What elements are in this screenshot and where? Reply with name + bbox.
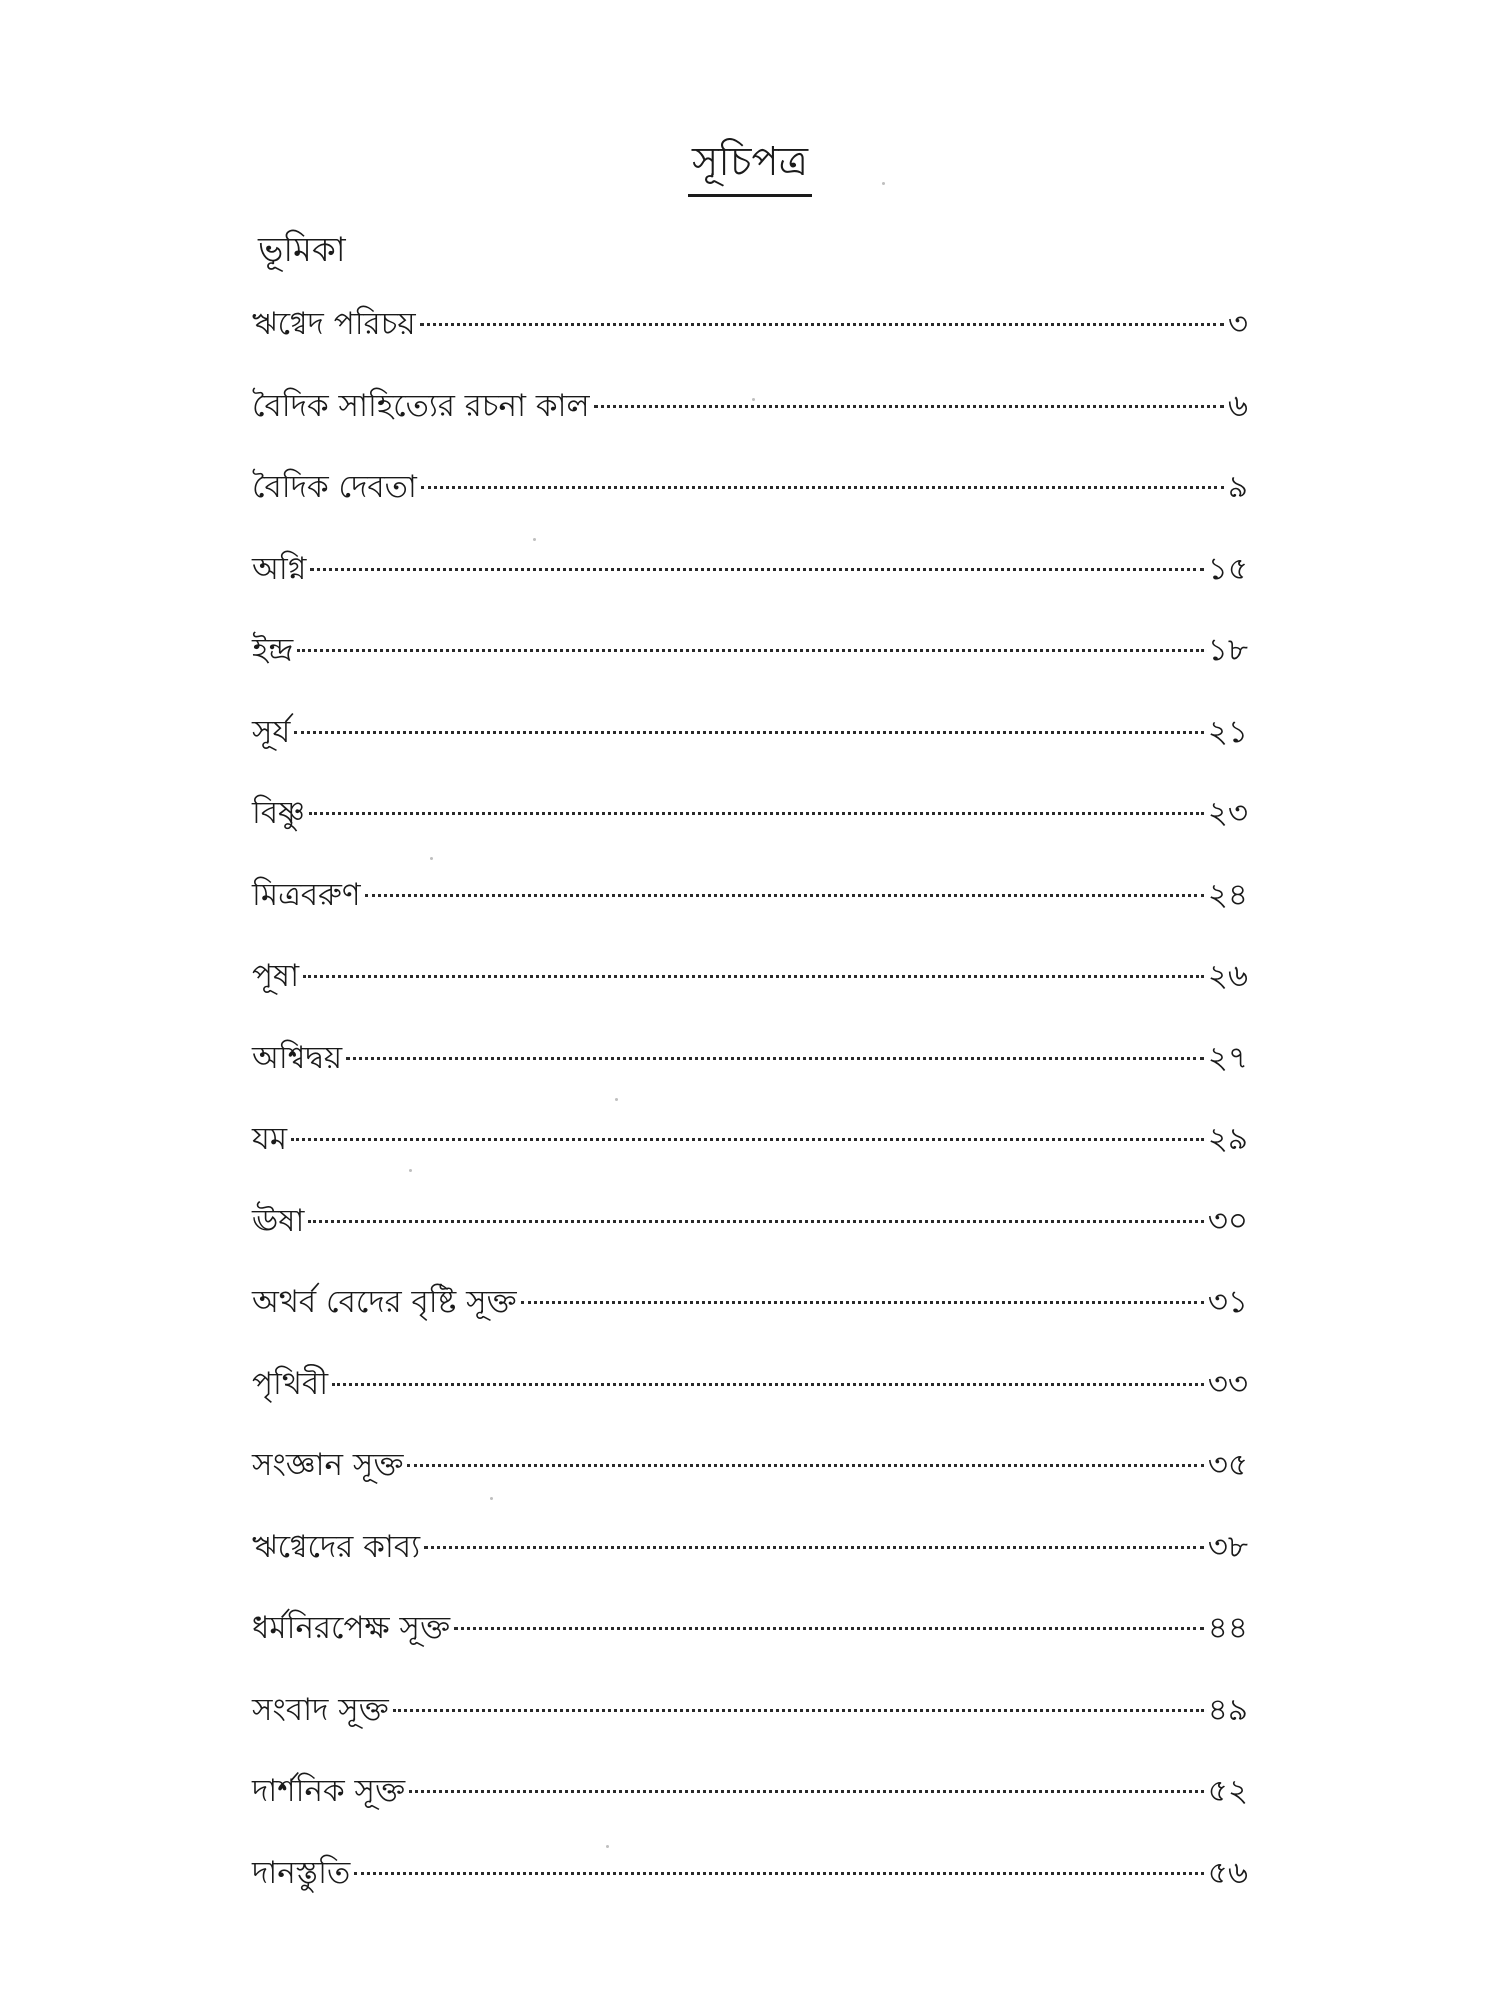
toc-entry-page-number: ৫৬: [1207, 1854, 1248, 1891]
toc-entry-page-number: ৩০: [1207, 1202, 1248, 1239]
dot-leader: [409, 1790, 1204, 1793]
toc-entry: [252, 871, 1248, 953]
dot-leader: [291, 1138, 1204, 1141]
toc-entry: [252, 1767, 1248, 1849]
toc-entry-page-number: ৪৪: [1207, 1610, 1248, 1646]
dot-leader: [303, 975, 1204, 978]
toc-entry-page-number: ৬: [1227, 387, 1248, 424]
section-heading: ভূমিকা: [258, 230, 346, 270]
toc-entry: [252, 789, 1248, 871]
toc-entry: [252, 545, 1248, 627]
toc-entry-label: ঋগ্বেদ পরিচয়: [252, 306, 416, 342]
toc-entry-label: মিত্রবরুণ: [252, 876, 361, 913]
toc-entry: [252, 300, 1248, 382]
toc-entry-page-number: ২৪: [1207, 876, 1248, 913]
toc-entry-page-number: ৪৯: [1207, 1691, 1248, 1728]
scan-speck: [409, 1169, 412, 1172]
toc-entry-page-number: ৫২: [1207, 1773, 1248, 1809]
toc-entry-label: বৈদিক দেবতা: [252, 469, 417, 505]
dot-leader: [393, 1709, 1204, 1712]
toc-entry-page-number: ৩৩: [1207, 1365, 1248, 1402]
toc-entry-page-number: ৯: [1227, 469, 1248, 505]
toc-entry-label: পৃথিবী: [252, 1365, 329, 1402]
toc-entry: [252, 952, 1248, 1034]
dot-leader: [420, 323, 1224, 326]
page-title: [0, 132, 1500, 197]
scan-speck: [606, 1845, 609, 1848]
toc-entry-page-number: ২৭: [1207, 1039, 1248, 1076]
toc-entry-page-number: ৩: [1227, 306, 1248, 342]
toc-entry-page-number: ২৩: [1207, 795, 1248, 831]
toc-entry: [252, 626, 1248, 708]
toc-entry-label: ঋগ্বেদের কাব্য: [252, 1528, 421, 1565]
toc-entry: [252, 1197, 1248, 1279]
toc-entry: [252, 1686, 1248, 1768]
toc-entry-label: বিষ্ণু: [252, 795, 306, 831]
toc-entry: [252, 1523, 1248, 1605]
toc-entry-label: সংজ্ঞান সূক্ত: [252, 1447, 404, 1483]
scan-speck: [430, 857, 433, 860]
toc-entry-label: ঊষা: [252, 1202, 305, 1239]
dot-leader: [354, 1872, 1204, 1875]
toc-entry-label: অথর্ব বেদের বৃষ্টি সূক্ত: [252, 1284, 517, 1320]
toc-entry-label: দার্শনিক সূক্ত: [252, 1773, 406, 1809]
scan-speck: [615, 1098, 618, 1101]
dot-leader: [297, 649, 1204, 652]
toc-entry: [252, 382, 1248, 464]
toc-entry-label: যম: [252, 1121, 288, 1157]
dot-leader: [308, 1220, 1203, 1223]
toc-entry-page-number: ১৫: [1207, 550, 1248, 587]
toc-entry-label: সংবাদ সূক্ত: [252, 1691, 389, 1728]
dot-leader: [454, 1627, 1204, 1630]
toc-entry: [252, 1034, 1248, 1116]
page-title-text: সূচিপত্র: [688, 132, 812, 197]
toc-entry: [252, 1604, 1248, 1686]
dot-leader: [346, 1057, 1204, 1060]
toc-entry-label: সূর্য: [252, 713, 291, 750]
scan-speck: [490, 1497, 493, 1500]
scan-speck: [533, 538, 536, 541]
toc-entry: [252, 708, 1248, 790]
toc-entry-label: ইন্দ্র: [252, 632, 294, 668]
dot-leader: [309, 812, 1204, 815]
toc-entry-label: দানস্তুতি: [252, 1854, 351, 1891]
toc-entry: [252, 463, 1248, 545]
dot-leader: [365, 894, 1204, 897]
toc-entry: [252, 1849, 1248, 1931]
toc-entry: [252, 1278, 1248, 1360]
scan-speck: [882, 182, 885, 185]
dot-leader: [310, 568, 1203, 571]
dot-leader: [407, 1464, 1203, 1467]
toc-entry-label: বৈদিক সাহিত্যের রচনা কাল: [252, 387, 590, 424]
toc-entry-page-number: ২৬: [1207, 958, 1248, 994]
toc-entry: [252, 1115, 1248, 1197]
dot-leader: [294, 731, 1203, 734]
toc-entry-page-number: ৩৫: [1207, 1447, 1248, 1483]
dot-leader: [521, 1301, 1204, 1304]
dot-leader: [421, 486, 1224, 489]
toc-entry-page-number: ২৯: [1207, 1121, 1248, 1157]
toc-entry: [252, 1441, 1248, 1523]
toc-entry-page-number: ৩৮: [1207, 1528, 1248, 1565]
scan-speck: [752, 398, 755, 401]
toc-entry-page-number: ১৮: [1207, 632, 1248, 668]
toc-entry-page-number: ২১: [1207, 713, 1248, 750]
dot-leader: [424, 1546, 1204, 1549]
dot-leader: [594, 405, 1224, 408]
toc-entry: [252, 1360, 1248, 1442]
toc-entry-page-number: ৩১: [1207, 1284, 1248, 1320]
toc-entry-label: অগ্নি: [252, 550, 307, 587]
dot-leader: [332, 1383, 1204, 1386]
toc-entry-label: পূষা: [252, 958, 300, 994]
toc-entry-label: ধর্মনিরপেক্ষ সূক্ত: [252, 1610, 451, 1646]
toc-entry-label: অশ্বিদ্বয়: [252, 1039, 343, 1076]
toc-list: [252, 300, 1248, 1930]
